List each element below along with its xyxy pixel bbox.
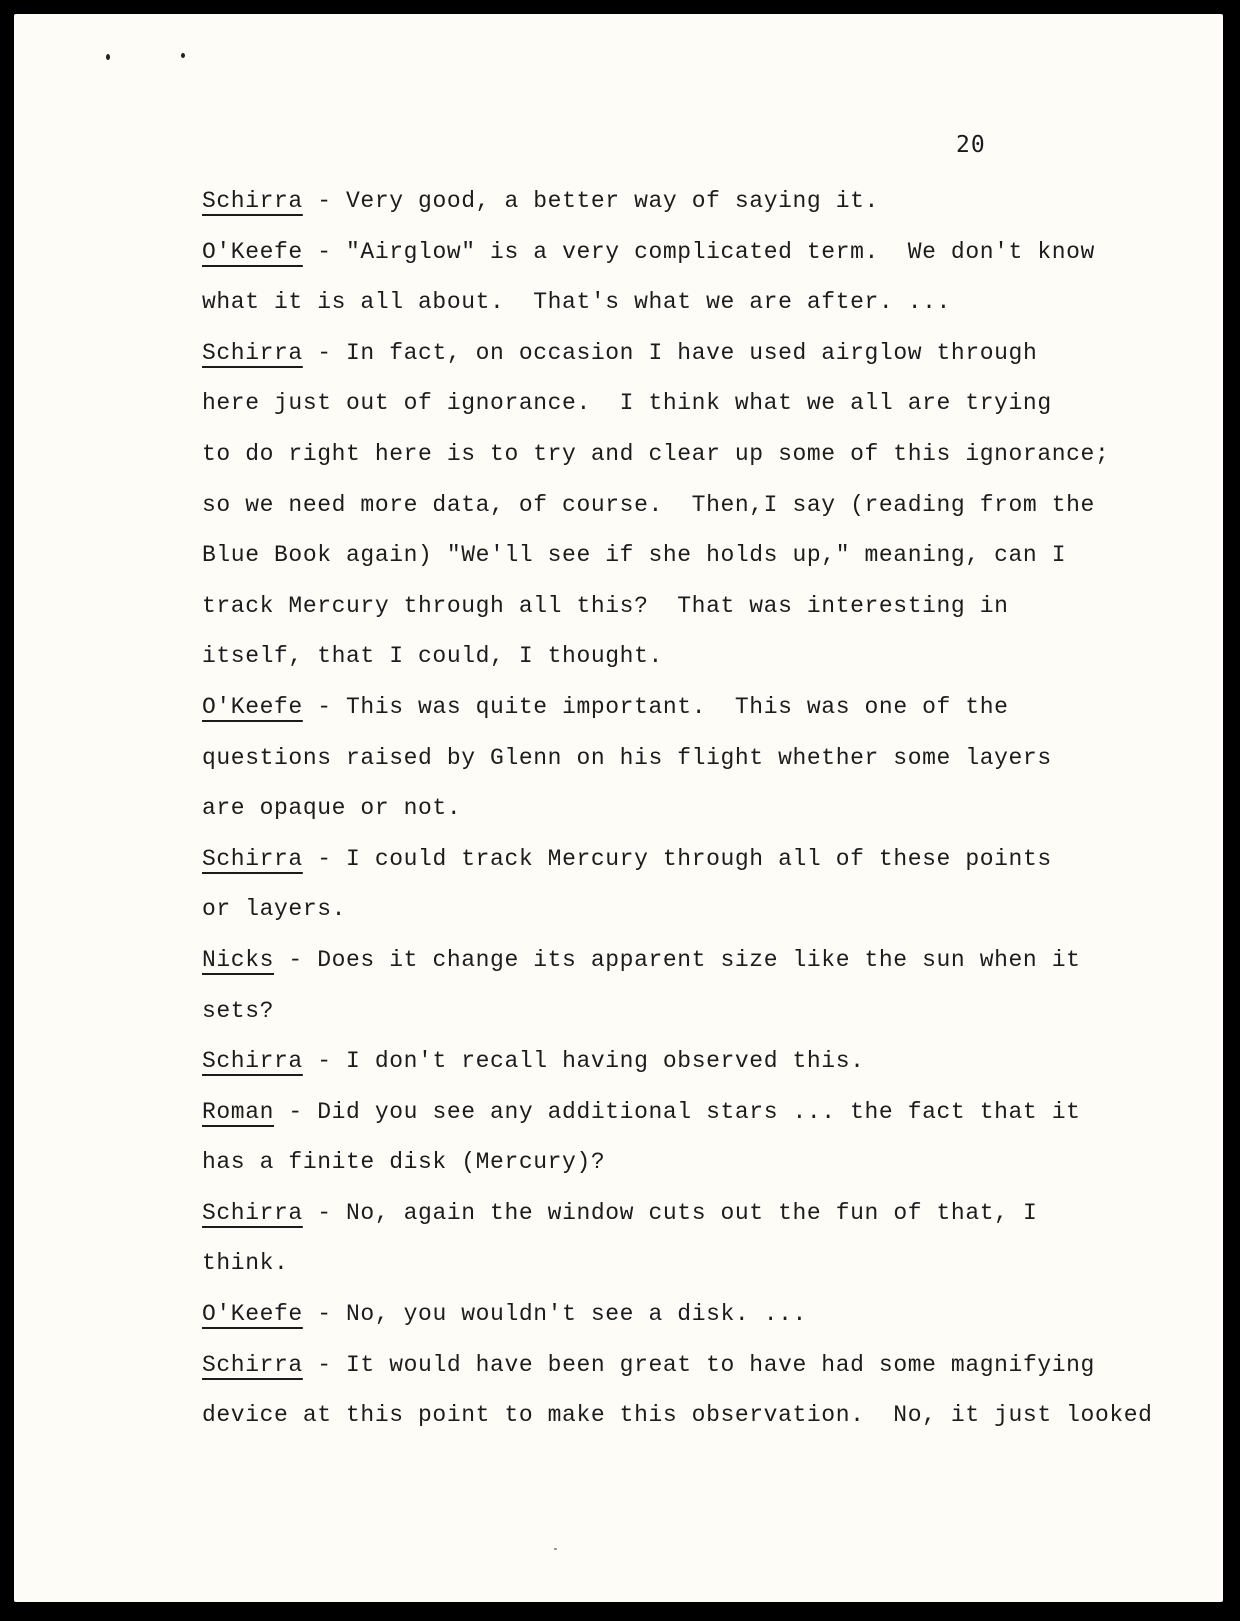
line-text: - "Airglow" is a very complicated term. We don't know: [302, 238, 1095, 265]
line-text: has a finite disk (Mercury)?: [202, 1149, 606, 1176]
paper-speck: [106, 54, 110, 60]
line-text: - Very good, a better way of saying it.: [302, 188, 879, 214]
document-page: [14, 14, 1223, 1602]
speaker-name: O'Keefe: [202, 693, 303, 720]
line-text: think.: [202, 1250, 289, 1277]
transcript-line: [202, 286, 1212, 337]
speaker-name: Schirra: [202, 1199, 303, 1226]
transcript-line: [202, 438, 1212, 489]
speaker-name: Schirra: [202, 339, 303, 366]
paper-speck: [181, 53, 185, 58]
speaker-name: O'Keefe: [202, 238, 303, 265]
line-text: - It would have been great to have had some magnifying: [302, 1351, 1095, 1378]
speaker-name: O'Keefe: [202, 1301, 303, 1328]
speaker-name: Roman: [202, 1098, 275, 1125]
transcript-line: [202, 1197, 1212, 1248]
line-text: - In fact, on occasion I have used airglow through: [302, 339, 1038, 366]
line-text: - This was quite important. This was one of the: [302, 693, 1009, 720]
transcript-line: [202, 893, 1212, 944]
transcript-body: [202, 185, 1212, 1450]
transcript-line: [202, 337, 1212, 388]
transcript-line: [202, 1247, 1212, 1298]
line-text: sets?: [202, 997, 275, 1024]
line-text: Blue Book again) "We'll see if she holds up," meaning, can I: [202, 542, 1067, 569]
speaker-name: Schirra: [202, 845, 303, 872]
line-text: so we need more data, of course. Then,I say (reading from the: [202, 491, 1095, 518]
transcript-line: [202, 185, 1212, 236]
transcript-line: [202, 1349, 1212, 1400]
line-text: - I don't recall having observed this.: [302, 1048, 865, 1075]
line-text: or layers.: [202, 896, 347, 923]
transcript-line: [202, 742, 1212, 793]
transcript-line: [202, 691, 1212, 742]
line-text: - I could track Mercury through all of these points: [302, 845, 1052, 872]
speaker-name: Schirra: [202, 188, 303, 214]
line-text: are opaque or not.: [202, 795, 462, 822]
transcript-line: [202, 944, 1212, 995]
line-text: track Mercury through all this? That was interesting in: [202, 592, 1009, 619]
page-number: 20: [956, 132, 986, 158]
transcript-line: [202, 590, 1212, 641]
transcript-line: [202, 1045, 1212, 1096]
line-text: itself, that I could, I thought.: [202, 643, 663, 670]
line-text: - No, again the window cuts out the fun of that, I: [302, 1199, 1038, 1226]
transcript-line: [202, 995, 1212, 1046]
transcript-line: [202, 843, 1212, 894]
speaker-name: Schirra: [202, 1048, 303, 1075]
transcript-line: [202, 1399, 1212, 1450]
line-text: what it is all about. That's what we are after. ...: [202, 289, 951, 316]
speaker-name: Schirra: [202, 1351, 303, 1378]
line-text: device at this point to make this observation. No, it just looked: [202, 1402, 1153, 1429]
transcript-line: [202, 1096, 1212, 1147]
line-text: - No, you wouldn't see a disk. ...: [302, 1301, 807, 1328]
line-text: to do right here is to try and clear up some of this ignorance;: [202, 440, 1110, 467]
transcript-line: [202, 539, 1212, 590]
transcript-line: [202, 1146, 1212, 1197]
speaker-name: Nicks: [202, 946, 275, 973]
transcript-line: [202, 236, 1212, 287]
line-text: questions raised by Glenn on his flight whether some layers: [202, 744, 1052, 771]
line-text: - Does it change its apparent size like the sun when it: [274, 946, 1081, 973]
paper-speck: [554, 1548, 557, 1550]
line-text: - Did you see any additional stars ... the fact that it: [274, 1098, 1081, 1125]
transcript-line: [202, 640, 1212, 691]
transcript-line: [202, 387, 1212, 438]
line-text: here just out of ignorance. I think what we all are trying: [202, 390, 1052, 417]
transcript-line: [202, 792, 1212, 843]
transcript-line: [202, 489, 1212, 540]
transcript-line: [202, 1298, 1212, 1349]
